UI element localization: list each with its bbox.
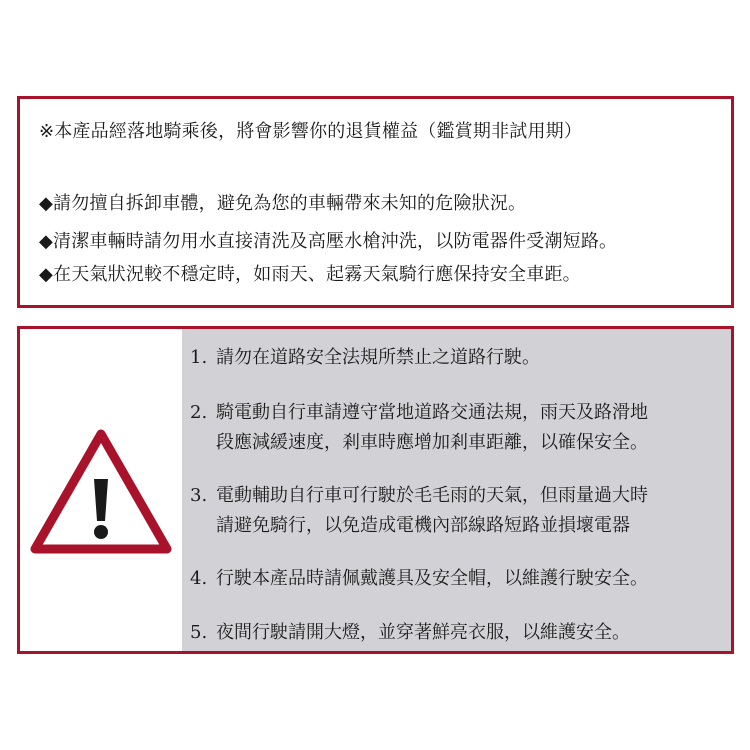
rule-number: 2. <box>190 402 208 423</box>
rule-line <box>190 428 648 458</box>
icon-area <box>20 329 182 651</box>
rule-number: 1. <box>190 347 208 368</box>
rule-item <box>190 398 648 458</box>
rule-line <box>190 343 540 373</box>
rule-line <box>190 618 630 648</box>
rule-text: 行駛本產品時請佩戴護具及安全帽，以維護行駛安全。 <box>216 568 648 589</box>
warning-box <box>17 326 734 654</box>
rules-panel <box>182 329 731 651</box>
rule-text: 騎電動自行車請遵守當地道路交通法規，雨天及路滑地 <box>216 402 648 423</box>
rule-number: 3. <box>190 485 208 506</box>
notice-line-weather: ◆在天氣狀況較不穩定時，如雨天、起霧天氣騎行應保持安全車距。 <box>39 264 581 285</box>
rule-text: 段應減緩速度，剎車時應增加剎車距離，以確保安全。 <box>216 432 648 453</box>
rule-item <box>190 343 540 373</box>
notice-line-return-policy: ※本產品經落地騎乘後，將會影響你的退貨權益（鑑賞期非試用期） <box>39 121 583 142</box>
rule-number: 5. <box>190 622 208 643</box>
rule-line <box>190 481 648 511</box>
notice-line-disassembly: ◆請勿擅自拆卸車體，避免為您的車輛帶來未知的危險狀況。 <box>39 193 527 214</box>
rule-text: 電動輔助自行車可行駛於毛毛雨的天氣，但雨量過大時 <box>216 485 648 506</box>
rule-number: 4. <box>190 568 208 589</box>
notice-box <box>17 96 734 308</box>
notice-line-cleaning: ◆清潔車輛時請勿用水直接清洗及高壓水槍沖洗，以防電器件受潮短路。 <box>39 231 618 252</box>
rule-item <box>190 564 648 594</box>
warning-triangle-icon <box>30 429 172 555</box>
rule-line <box>190 564 648 594</box>
rule-line <box>190 511 648 541</box>
rule-item <box>190 481 648 541</box>
rule-text: 請勿在道路安全法規所禁止之道路行駛。 <box>216 347 540 368</box>
rule-item <box>190 618 630 648</box>
rule-text: 請避免騎行，以免造成電機內部線路短路並損壞電器 <box>216 515 630 536</box>
exclamation-dot <box>94 525 108 539</box>
rule-text: 夜間行駛請開大燈，並穿著鮮亮衣服，以維護安全。 <box>216 622 630 643</box>
rule-line <box>190 398 648 428</box>
